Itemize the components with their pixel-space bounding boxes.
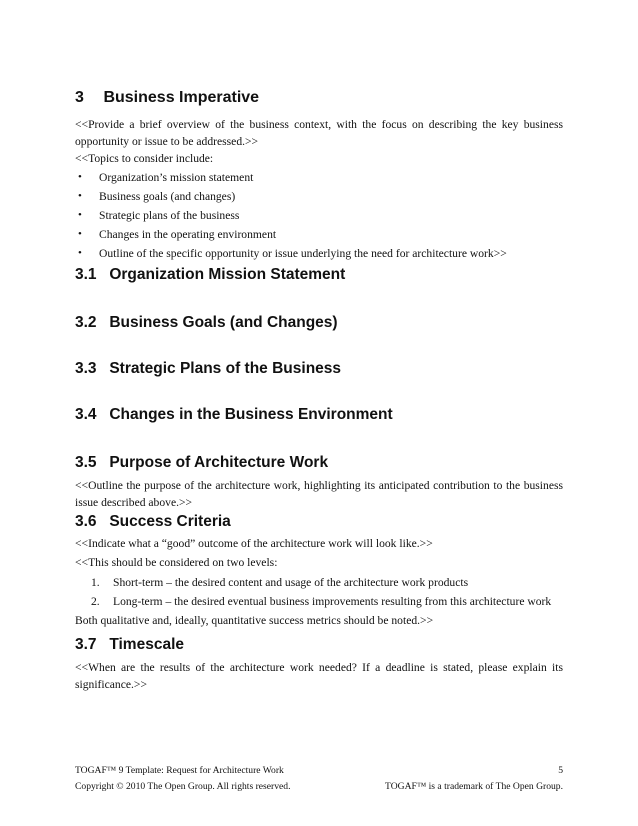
footer-bottom-line bbox=[75, 781, 563, 792]
section-title: Business Imperative bbox=[103, 89, 260, 106]
section-3-3-heading: 3.3 Strategic Plans of the Business bbox=[75, 360, 342, 377]
section-3-intro: <<Provide a brief overview of the business context, with the focus on describing the key business opportunity or issue to be addressed.>> bbox=[75, 118, 563, 148]
footer-top-line bbox=[75, 765, 563, 776]
section-3-7-heading: 3.7 Timescale bbox=[75, 636, 184, 653]
section-3-5-heading: 3.5 Purpose of Architecture Work bbox=[75, 454, 329, 471]
section-3-4-heading: 3.4 Changes in the Business Environment bbox=[75, 406, 393, 423]
bullet-icon: • bbox=[78, 190, 82, 202]
bullet-icon: • bbox=[78, 171, 82, 183]
document-page: 3 Business Imperative <<Provide a brief overview of the business context, with the focus on describing the key business opportunity or issue to be addressed.>> <<Topics to consider include: • Organization’s mission statement • Business goals (and changes) • Strategic plans of the business • Changes in the operating environment • Outline of the specific opportunity or issue underlying the need for architecture work>> 3.1 Organization Mission Statement 3.2 Business Goals (and Changes) 3.3 Strategic Plans of the Business 3.4 Changes in the Business Environment 3.5 Purpose of Architecture Work <<Outline the purpose of the architecture work, highlighting its anticipated contribution to the business issue described above.>> 3.6 Success Criteria <<Indicate what a “good” outcome of the architecture work will look like.>> <<This should be considered on two levels: 1. Short-term – the desired content and usage of the architecture work products 2. Long-term – the desired eventual business improvements resulting from this architecture work Both qualitative and, ideally, quantitative success metrics should be noted.>> 3.7 Timescale <<When are the results of the architecture work needed? If a deadline is stated, please explain its significance.>> bbox=[75, 89, 563, 691]
footer-doc-title: TOGAF™ 9 Template: Request for Architecture Work bbox=[75, 765, 284, 776]
footer-trademark: TOGAF™ is a trademark of The Open Group. bbox=[385, 781, 563, 792]
section-3-2-heading: 3.2 Business Goals (and Changes) bbox=[75, 314, 338, 331]
section-3-5-text: <<Outline the purpose of the architecture work, highlighting its anticipated contribution to the business issue described above.>> bbox=[75, 479, 563, 509]
section-3-6-closing: Both qualitative and, ideally, quantitative success metrics should be noted.>> bbox=[75, 614, 434, 627]
bullet-icon: • bbox=[78, 228, 82, 240]
section-3-6-line2: <<This should be considered on two levels: bbox=[75, 556, 278, 569]
page-number: 5 bbox=[558, 765, 563, 776]
section-3-7-text: <<When are the results of the architecture work needed? If a deadline is stated, please explain its significance.>> bbox=[75, 661, 563, 691]
section-3-6-line1: <<Indicate what a “good” outcome of the architecture work will look like.>> bbox=[75, 537, 433, 550]
topics-intro: <<Topics to consider include: bbox=[75, 152, 214, 165]
section-3-6-heading: 3.6 Success Criteria bbox=[75, 513, 231, 530]
section-3-1-heading: 3.1 Organization Mission Statement bbox=[75, 266, 346, 283]
footer-copyright: Copyright © 2010 The Open Group. All rights reserved. bbox=[75, 781, 291, 792]
section-number: 3 bbox=[75, 89, 84, 106]
bullet-icon: • bbox=[78, 209, 82, 221]
bullet-icon: • bbox=[78, 247, 82, 259]
section-3-heading bbox=[75, 89, 259, 107]
